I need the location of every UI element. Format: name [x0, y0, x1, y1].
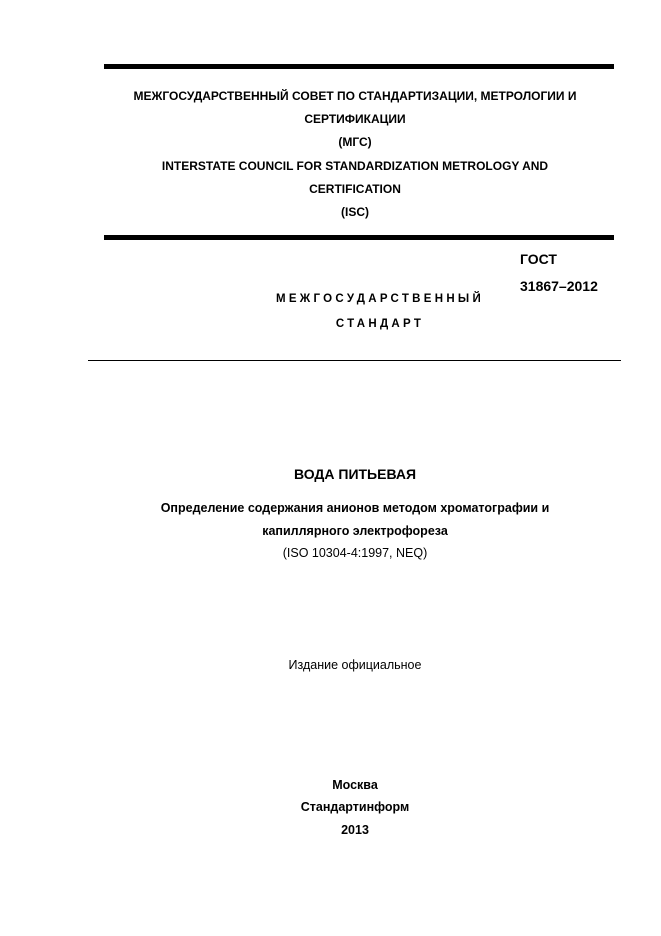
council-name-ru-line1: МЕЖГОСУДАРСТВЕННЫЙ СОВЕТ ПО СТАНДАРТИЗАЦИИ, МЕТРОЛОГИИ И	[133, 89, 577, 103]
council-abbr-en: (ISC)	[341, 205, 369, 220]
gost-prefix: ГОСТ	[520, 251, 557, 267]
edition-note: Издание официальное	[288, 658, 422, 672]
council-name-en-line2: CERTIFICATION	[309, 181, 401, 196]
council-name-ru-line2: СЕРТИФИКАЦИИ	[304, 112, 406, 127]
council-abbr-ru: (МГС)	[338, 135, 372, 150]
document-subtitle-line1: Определение содержания анионов методом хроматографии и	[160, 501, 550, 515]
gost-number: 31867–2012	[520, 278, 598, 294]
imprint-year: 2013	[341, 823, 369, 837]
council-name-en-line1: INTERSTATE COUNCIL FOR STANDARDIZATION METROLOGY AND	[161, 158, 549, 173]
document-title: ВОДА ПИТЬЕВАЯ	[293, 466, 417, 482]
imprint-publisher: Стандартинформ	[300, 800, 410, 814]
iso-reference: (ISO 10304-4:1997, NEQ)	[282, 546, 428, 560]
council-bottom-rule	[104, 235, 614, 240]
header-divider	[88, 360, 621, 361]
document-subtitle-line2: капиллярного электрофореза	[262, 524, 448, 538]
imprint-city: Москва	[332, 778, 378, 792]
standard-type-line2: СТАНДАРТ	[335, 318, 425, 330]
top-rule	[104, 64, 614, 69]
council-header	[90, 85, 620, 224]
standard-type-line1: МЕЖГОСУДАРСТВЕННЫЙ	[275, 293, 485, 305]
